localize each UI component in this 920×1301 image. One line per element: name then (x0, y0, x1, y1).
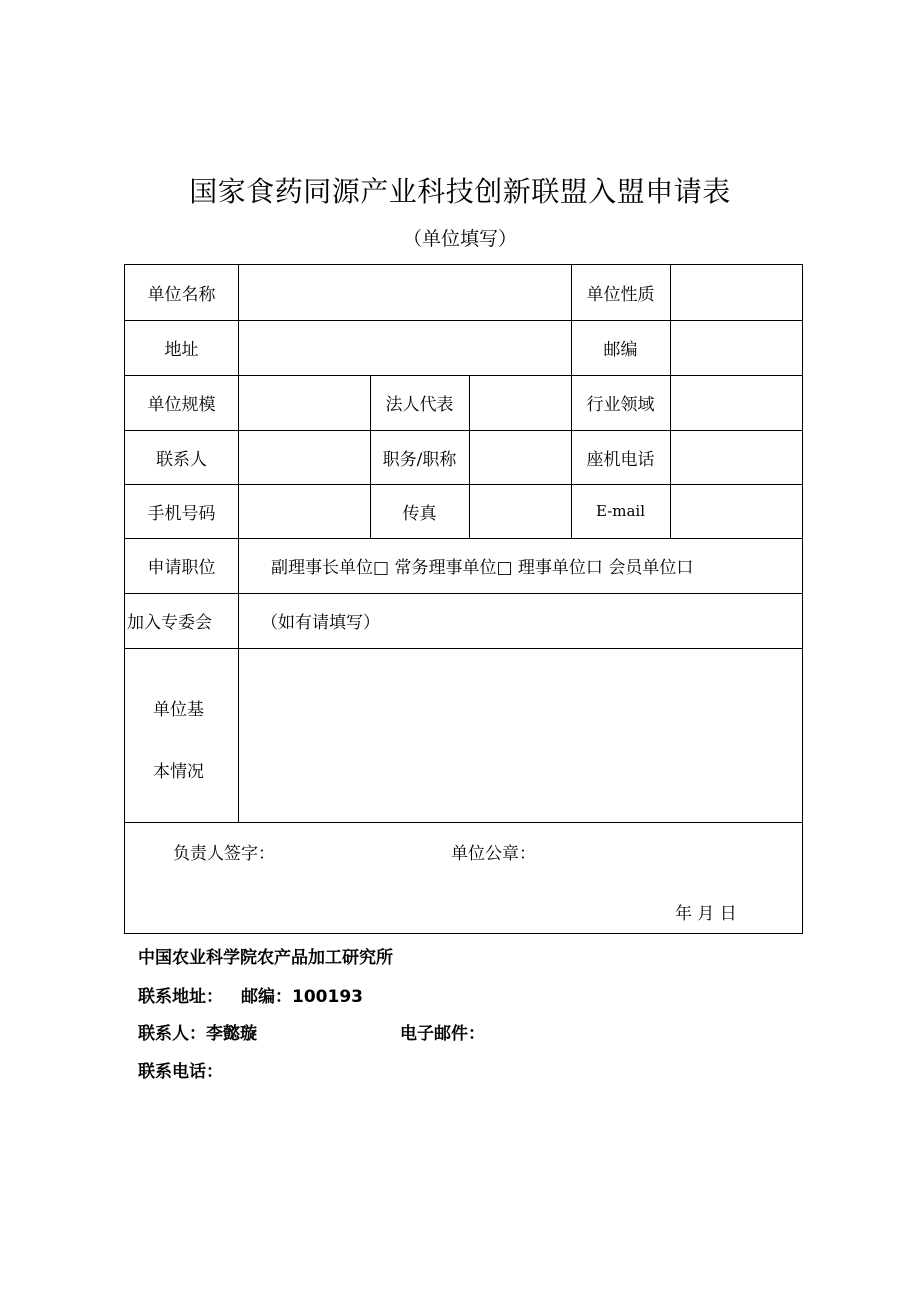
fax-label: 传真 (402, 503, 437, 524)
footer-address-label: 联系地址： (138, 987, 223, 1007)
contact-label: 联系人 (156, 449, 207, 470)
footer-phone: 联系电话： (138, 1062, 223, 1082)
position-label: 职务/职称 (382, 449, 457, 470)
footer-postcode: 邮编：100193 (241, 987, 363, 1007)
industry-field[interactable] (671, 375, 802, 430)
mobile-label: 手机号码 (147, 503, 216, 524)
address-field[interactable] (239, 320, 571, 375)
legal-rep-label: 法人代表 (385, 395, 454, 415)
row-divider (125, 822, 802, 823)
unit-name-field[interactable] (239, 265, 571, 320)
postcode-field[interactable] (671, 320, 802, 375)
date-label: 年 月 日 (675, 904, 737, 924)
seal-label: 单位公章： (451, 844, 536, 864)
email-label: E-mail (595, 502, 646, 520)
committee-label: 加入专委会 (127, 613, 212, 633)
fax-field[interactable] (470, 484, 571, 538)
footer-email: 电子邮件： (400, 1024, 485, 1044)
unit-scale-field[interactable] (239, 375, 370, 430)
signature-label: 负责人签字： (173, 844, 275, 864)
landline-label: 座机电话 (586, 449, 655, 470)
application-form (124, 264, 803, 934)
contact-field[interactable] (239, 430, 370, 484)
footer-address (138, 982, 363, 1007)
unit-name-label: 单位名称 (147, 285, 216, 305)
basic-info-field[interactable] (239, 649, 802, 822)
position-field[interactable] (470, 430, 571, 484)
industry-label: 行业领域 (586, 395, 655, 415)
legal-rep-field[interactable] (470, 375, 571, 430)
unit-nature-label: 单位性质 (586, 285, 655, 305)
document-subtitle: （单位填写） (402, 228, 517, 250)
email-field[interactable] (671, 484, 802, 538)
committee-field[interactable]: （如有请填写） (261, 613, 380, 633)
document-title: 国家食药同源产业科技创新联盟入盟申请表 (189, 175, 731, 208)
apply-position-options[interactable]: 副理事长单位□ 常务理事单位□ 理事单位口 会员单位口 (271, 558, 694, 578)
basic-info-label-line1: 单位基 (153, 700, 204, 720)
unit-scale-label: 单位规模 (147, 395, 216, 415)
apply-position-label: 申请职位 (147, 558, 216, 578)
unit-nature-field[interactable] (671, 265, 802, 320)
footer-contact: 联系人：李懿璇 (138, 1024, 257, 1044)
mobile-field[interactable] (239, 484, 370, 538)
footer-org: 中国农业科学院农产品加工研究所 (138, 948, 393, 968)
address-label: 地址 (164, 340, 199, 360)
landline-field[interactable] (671, 430, 802, 484)
basic-info-label-line2: 本情况 (153, 762, 204, 782)
postcode-label: 邮编 (603, 340, 638, 360)
